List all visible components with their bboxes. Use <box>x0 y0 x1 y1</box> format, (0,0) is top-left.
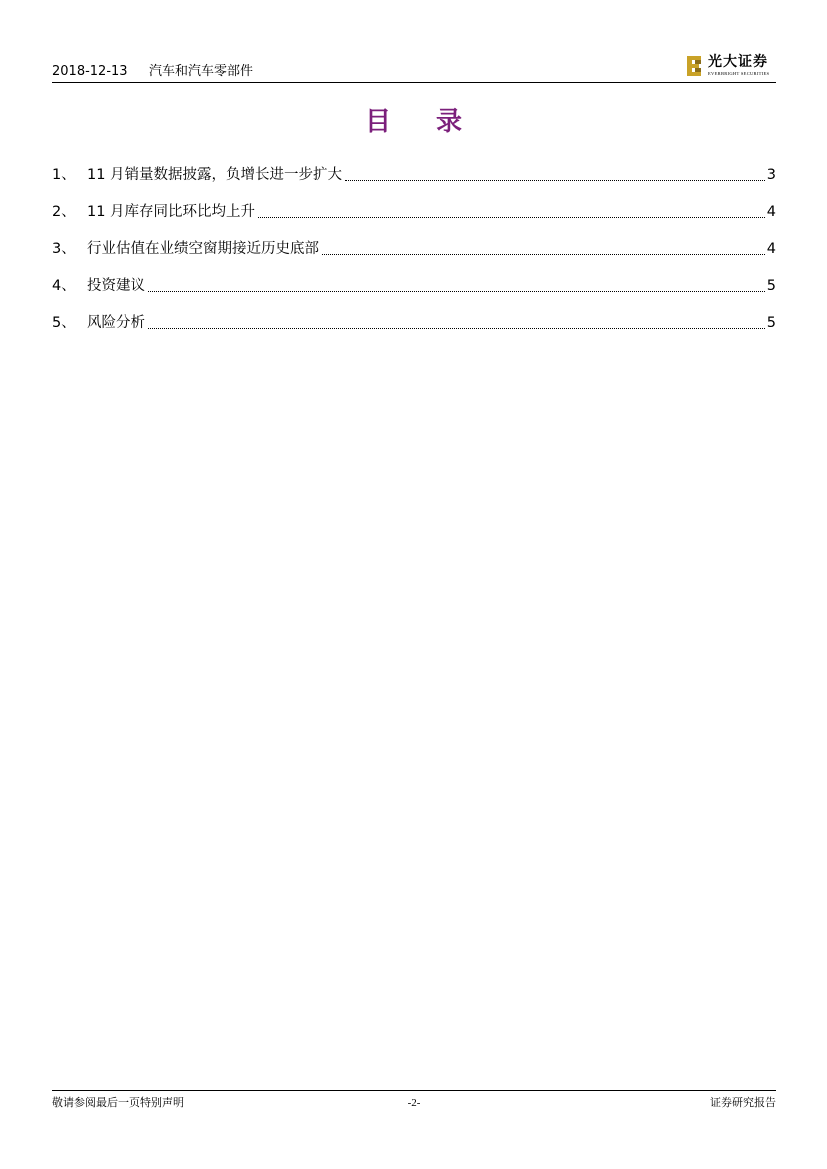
toc-entry[interactable] <box>52 230 776 267</box>
toc-entry-number: 1、 <box>52 166 76 183</box>
toc-title: 目 录 <box>364 107 481 137</box>
toc-entry-number: 5、 <box>52 314 76 331</box>
everbright-logo-icon <box>686 54 704 78</box>
logo-company-subtitle: EVERBRIGHT SECURITIES <box>708 71 770 76</box>
page-number: -2- <box>407 1097 421 1109</box>
report-date: 2018-12-13 <box>52 64 128 79</box>
toc-entry[interactable] <box>52 304 776 341</box>
report-type: 证券研究报告 <box>710 1096 776 1109</box>
footer-disclaimer: 敬请参阅最后一页特别声明 <box>52 1096 184 1109</box>
header-divider <box>52 82 776 83</box>
footer-divider <box>52 1090 776 1091</box>
toc-dot-leader <box>148 311 765 335</box>
toc-entry-title[interactable]: 11 月销量数据披露，负增长进一步扩大 <box>87 166 343 183</box>
page-footer <box>52 1090 776 1120</box>
toc-entry-page[interactable]: 3 <box>766 166 776 183</box>
company-logo <box>686 52 776 80</box>
toc-entry-title[interactable]: 投资建议 <box>87 277 145 294</box>
toc-entry-title[interactable]: 风险分析 <box>87 314 145 331</box>
toc-dot-leader <box>345 163 765 187</box>
industry-name: 汽车和汽车零部件 <box>149 64 254 79</box>
toc-entry-page[interactable]: 4 <box>766 203 776 220</box>
toc-entry-page[interactable]: 4 <box>766 240 776 257</box>
toc-entry-title[interactable]: 行业估值在业绩空窗期接近历史底部 <box>87 240 319 257</box>
toc-entry[interactable] <box>52 267 776 304</box>
toc-entry[interactable] <box>52 193 776 230</box>
toc-entry[interactable] <box>52 156 776 193</box>
toc-entry-number: 2、 <box>52 203 76 220</box>
logo-company-name: 光大证券 <box>708 54 768 70</box>
toc-dot-leader <box>148 274 765 298</box>
toc-entry-title[interactable]: 11 月库存同比环比均上升 <box>87 203 256 220</box>
toc-dot-leader <box>258 200 765 224</box>
page-header <box>52 52 776 82</box>
toc-entry-page[interactable]: 5 <box>766 277 776 294</box>
toc-dot-leader <box>322 237 765 261</box>
toc-entry-number: 4、 <box>52 277 76 294</box>
table-of-contents <box>52 156 776 341</box>
toc-entry-number: 3、 <box>52 240 76 257</box>
toc-entry-page[interactable]: 5 <box>766 314 776 331</box>
